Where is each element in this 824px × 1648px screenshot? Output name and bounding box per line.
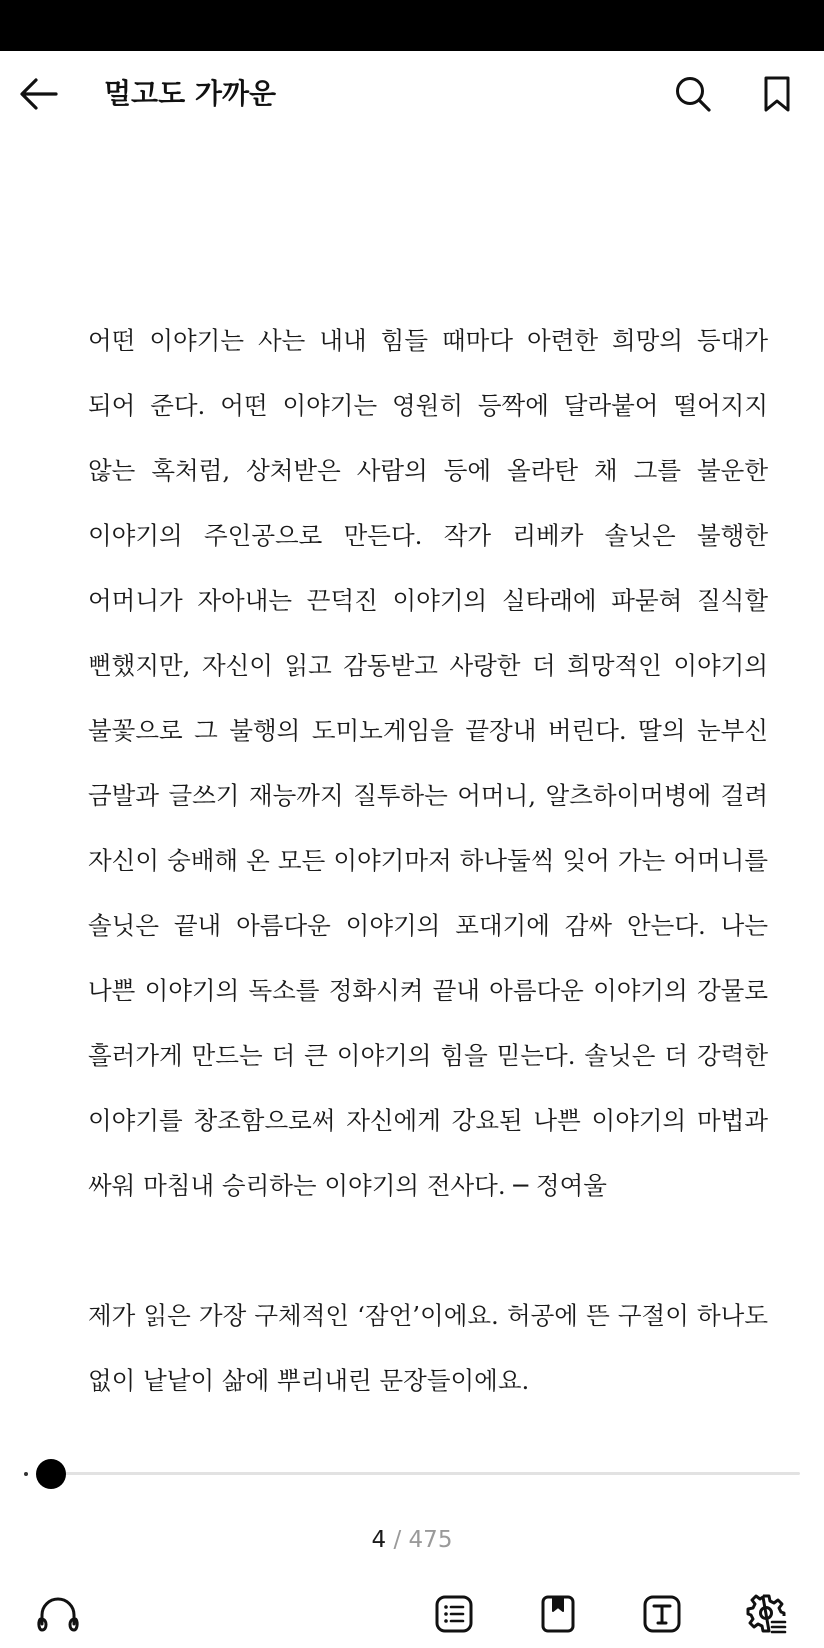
toc-list-icon [434, 1594, 474, 1634]
search-icon [674, 75, 712, 113]
bookmarks-icon [540, 1594, 576, 1634]
current-page-number: 4 [371, 1527, 387, 1553]
bottom-toolbar [0, 1584, 824, 1648]
bookmark-icon [762, 75, 792, 113]
page-content [88, 308, 768, 1436]
page-slider[interactable] [0, 1452, 824, 1496]
bookmark-button[interactable] [752, 69, 802, 119]
headphones-icon [35, 1593, 81, 1635]
top-app-bar [0, 51, 824, 137]
back-button[interactable] [14, 69, 64, 119]
page-separator: / [386, 1527, 409, 1553]
body-paragraph: 제가 읽은 가장 구체적인 ‘잠언’이에요. 허공에 뜬 구절이 하나도 없이 낱낱이 삶에 뿌리내린 문장들이에요. [88, 1301, 768, 1395]
status-bar [0, 0, 824, 51]
slider-thumb[interactable] [36, 1459, 66, 1489]
settings-button[interactable] [740, 1588, 792, 1640]
page-counter [0, 1527, 824, 1553]
search-button[interactable] [668, 69, 718, 119]
table-of-contents-button[interactable] [428, 1588, 480, 1640]
audio-button[interactable] [32, 1588, 84, 1640]
font-icon [642, 1594, 682, 1634]
slider-start-marker [24, 1472, 28, 1476]
book-title: 멀고도 가까운 [104, 77, 277, 110]
slider-track[interactable] [46, 1472, 800, 1475]
total-pages-number: 475 [408, 1527, 453, 1553]
font-settings-button[interactable] [636, 1588, 688, 1640]
body-paragraph: 어떤 이야기는 사는 내내 힘들 때마다 아련한 희망의 등대가 되어 준다. 어떤 이야기는 영원히 등짝에 달라붙어 떨어지지 않는 혹처럼, 상처받은 사람의 등에 올라탄 채 그를 불운한 이야기의 주인공으로 만든다. 작가 리베카 솔닛은 불행한 어머니가 자아내는 끈덕진 이야기의 실타래에 파묻혀 질식할 뻔했지만, 자신이 읽고 감동받고 사랑한 더 희망적인 이야기의 불꽃으로 그 불행의 도미노게임을 끝장내 버린다. 딸의 눈부신 금발과 글쓰기 재능까지 질투하는 어머니, 알츠하이머병에 걸려 자신이 숭배해 온 모든 이야기마저 하나둘씩 잊어 가는 어머니를 솔닛은 끝내 아름다운 이야기의 포대기에 감싸 안는다. 나는 나쁜 이야기의 독소를 정화시켜 끝내 아름다운 이야기의 강물로 흘러가게 만드는 더 큰 이야기의 힘을 믿는다. 솔닛은 더 강력한 이야기를 창조함으로써 자신에게 강요된 나쁜 이야기의 마법과 싸워 마침내 승리하는 이야기의 전사다. ─ 정여울 [88, 326, 768, 1200]
settings-icon [745, 1593, 787, 1635]
arrow-left-icon [18, 73, 60, 115]
bookmarks-list-button[interactable] [532, 1588, 584, 1640]
